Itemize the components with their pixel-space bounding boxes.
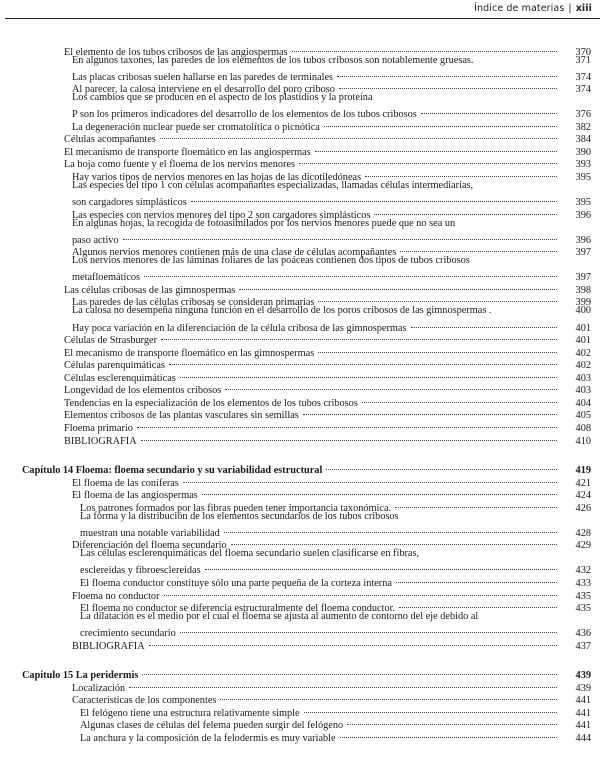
- dot-leader: [399, 599, 557, 612]
- toc-entry-title: Floema no conductor: [72, 590, 160, 602]
- toc-page-number: 439: [575, 682, 591, 694]
- toc-entry-title: Células acompañantes: [64, 134, 156, 146]
- toc-entry-title: Diferenciación del floema secundario: [72, 540, 227, 552]
- toc-entry-title: Algunos nervios menores contienen más de una clase de células acompañantes: [72, 247, 397, 259]
- header-separator: |: [568, 3, 572, 14]
- toc-entry[interactable]: [0, 318, 600, 334]
- toc-entry-title: Tendencias en la especialización de los elementos de los tubos cribosos: [64, 397, 358, 409]
- toc-page-number: 404: [575, 397, 591, 409]
- toc-entry-title: El mecanismo de transporte floemático en las angiospermas: [64, 146, 311, 158]
- toc-entry[interactable]: [0, 180, 600, 193]
- toc-entry[interactable]: [0, 523, 600, 539]
- toc-entry[interactable]: [0, 611, 600, 624]
- toc-entry-title: Capítulo 14 Floema: floema secundario y su variabilidad estructural: [22, 465, 323, 477]
- toc-page-number: 397: [575, 247, 591, 259]
- toc-entry[interactable]: [0, 305, 600, 318]
- header-page-number: xiii: [575, 3, 592, 14]
- toc-entry[interactable]: [0, 42, 600, 58]
- dot-leader: [395, 498, 557, 511]
- dot-leader: [142, 666, 557, 679]
- toc-entry-title: Los cambios que se producen en el aspecto de los plastidios y la proteína: [72, 92, 373, 104]
- dot-leader: [318, 343, 557, 356]
- toc-chapter-entry[interactable]: [0, 461, 600, 477]
- dot-leader: [183, 473, 557, 486]
- dot-leader: [141, 431, 557, 444]
- dot-leader: [299, 155, 557, 168]
- toc-page-number: 395: [575, 172, 591, 184]
- toc-page-number: 441: [575, 707, 591, 719]
- toc-entry-title: El floema conductor constituye sólo una parte pequeña de la corteza interna: [80, 577, 392, 589]
- toc-entry-title: Las células esclerenquimáticas del floema secundario suelen clasificarse en fibras,: [80, 548, 420, 560]
- toc-page-number: 398: [575, 284, 591, 296]
- toc-entry[interactable]: [0, 55, 600, 68]
- toc-page-number: 382: [575, 121, 591, 133]
- toc-page-number: 408: [575, 422, 591, 434]
- dot-leader: [202, 486, 557, 499]
- toc-page-number: 376: [575, 109, 591, 121]
- toc-entry[interactable]: [0, 105, 600, 121]
- toc-entry-title: Los patrones formados por las fibras pueden tener importancia taxonómica.: [80, 502, 392, 514]
- dot-leader: [340, 728, 557, 741]
- toc-page-number: 401: [575, 335, 591, 347]
- table-of-contents: [0, 42, 600, 744]
- toc-entry[interactable]: [0, 548, 600, 561]
- toc-entry[interactable]: [0, 624, 600, 640]
- dot-leader: [400, 243, 557, 256]
- dot-leader: [180, 624, 557, 637]
- toc-entry-title: muestran una notable variabilidad: [80, 527, 220, 539]
- toc-entry-title: La hoja como fuente y el floema de los nervios menores: [64, 159, 296, 171]
- toc-page-number: 371: [575, 54, 591, 66]
- dot-leader: [411, 318, 557, 331]
- toc-page-number: 399: [575, 297, 591, 309]
- dot-leader: [318, 293, 557, 306]
- toc-entry-title: Las paredes de las células cribosas se consideran primarias: [72, 297, 315, 309]
- dot-leader: [220, 691, 557, 704]
- toc-page-number: 421: [575, 477, 591, 489]
- toc-page-number: 419: [575, 465, 591, 477]
- toc-entry[interactable]: [0, 92, 600, 105]
- toc-entry-title: La calosa no desempeña ninguna función en el desarrollo de los poros cribosos de las gimnospermas .: [72, 305, 492, 317]
- toc-entry-title: esclereidas y fibroesclereidas: [80, 565, 201, 577]
- dot-leader: [225, 381, 557, 394]
- toc-entry-title: Floema primario: [64, 422, 133, 434]
- header-title: Índice de materias: [474, 3, 565, 14]
- toc-page-number: 444: [575, 732, 591, 744]
- dot-leader: [421, 105, 557, 118]
- toc-page-number: 405: [575, 410, 591, 422]
- toc-page-number: 390: [575, 146, 591, 158]
- toc-entry-title: Longevidad de los elementos cribosos: [64, 385, 222, 397]
- toc-entry-title: Hay poca variación en la diferenciación de la célula cribosa de las gimnospermas: [72, 322, 407, 334]
- dot-leader: [137, 418, 557, 431]
- toc-entry-title: Localización: [72, 682, 126, 694]
- toc-page-number: 433: [575, 577, 591, 589]
- running-header: [5, 0, 600, 19]
- dot-leader: [161, 331, 557, 344]
- toc-page-number: 402: [575, 360, 591, 372]
- dot-leader: [149, 636, 557, 649]
- toc-page-number: 436: [575, 628, 591, 640]
- dot-leader: [169, 356, 557, 369]
- toc-entry[interactable]: [0, 230, 600, 246]
- toc-entry-title: Células esclerenquimáticas: [64, 372, 176, 384]
- toc-entry-title: paso activo: [72, 234, 119, 246]
- toc-page-number: 410: [575, 435, 591, 447]
- toc-page-number: 426: [575, 502, 591, 514]
- dot-leader: [231, 536, 557, 549]
- toc-entry-title: Hay varios tipos de nervios menores en las hojas de las dicotiledóneas: [72, 172, 362, 184]
- toc-entry-title: Los nervios menores de las láminas foliares de las poáceas contienen dos tipos de tubos cribosos: [72, 255, 470, 267]
- toc-entry-title: Células de Strasburger: [64, 335, 158, 347]
- toc-entry-title: El elemento de los tubos cribosos de las angiospermas: [64, 46, 288, 58]
- dot-leader: [365, 167, 557, 180]
- dot-leader: [123, 230, 557, 243]
- dot-leader: [144, 268, 557, 281]
- dot-leader: [324, 117, 557, 130]
- toc-page-number: 396: [575, 209, 591, 221]
- toc-page-number: 435: [575, 590, 591, 602]
- toc-page-number: 428: [575, 527, 591, 539]
- dot-leader: [303, 406, 557, 419]
- dot-leader: [374, 205, 557, 218]
- toc-entry-title: BIBLIOGRAFÍA: [72, 640, 145, 652]
- dot-leader: [160, 130, 557, 143]
- toc-entry-title: Elementos cribosos de las plantas vasculares sin semillas: [64, 410, 299, 422]
- toc-page-number: 401: [575, 322, 591, 334]
- toc-page-number: 424: [575, 490, 591, 502]
- dot-leader: [239, 280, 557, 293]
- toc-page-number: 437: [575, 640, 591, 652]
- toc-entry-title: Las especies con nervios menores del tipo 2 son cargadores simplásticos: [72, 209, 371, 221]
- toc-entry-title: Al parecer, la calosa interviene en el desarrollo del poro criboso: [72, 84, 335, 96]
- dot-leader: [180, 368, 557, 381]
- toc-entry[interactable]: [0, 218, 600, 231]
- toc-entry-title: El mecanismo de transporte floemático en las gimnospermas: [64, 347, 315, 359]
- toc-entry[interactable]: [0, 193, 600, 209]
- toc-entry-title: El floema no conductor se diferencia estructuralmente del floema conductor.: [80, 603, 396, 615]
- dot-leader: [339, 80, 557, 93]
- toc-page-number: 441: [575, 695, 591, 707]
- dot-leader: [347, 716, 557, 729]
- toc-page-number: 396: [575, 234, 591, 246]
- toc-page-number: 403: [575, 372, 591, 384]
- toc-entry-title: La dilatación es el medio por el cual el floema se ajusta al aumento de contorno del eje debido al: [80, 611, 479, 623]
- toc-page-number: 439: [575, 670, 591, 682]
- dot-leader: [337, 67, 557, 80]
- toc-entry-title: Algunas clases de células del felema pueden surgir del felógeno: [80, 720, 344, 732]
- dot-leader: [292, 42, 557, 55]
- toc-page-number: 397: [575, 272, 591, 284]
- header-text: [474, 3, 592, 14]
- toc-entry-title: El floema de las coníferas: [72, 477, 179, 489]
- toc-entry-title: En algunas hojas, la recogida de fotoasimilados por los nervios menores puede que no sea un: [72, 217, 456, 229]
- toc-page-number: 441: [575, 720, 591, 732]
- toc-entry-title: El floema de las angiospermas: [72, 490, 198, 502]
- toc-chapter-entry[interactable]: [0, 666, 600, 682]
- toc-entry[interactable]: [0, 67, 600, 83]
- toc-entry-title: El felógeno tiene una estructura relativamente simple: [80, 707, 300, 719]
- dot-leader: [191, 193, 557, 206]
- toc-page-number: 429: [575, 540, 591, 552]
- toc-entry-title: La forma y la distribución de los elementos secundarios de los tubos cribosos: [80, 510, 399, 522]
- toc-entry-title: Las células cribosas de las gimnospermas: [64, 284, 236, 296]
- toc-page-number: 384: [575, 134, 591, 146]
- dot-leader: [224, 523, 557, 536]
- toc-entry[interactable]: [0, 268, 600, 284]
- toc-entry-title: BIBLIOGRAFÍA: [64, 435, 137, 447]
- toc-page-number: 395: [575, 197, 591, 209]
- toc-entry-title: Las especies del tipo 1 con células acompañantes especializadas, llamadas células intermediarias,: [72, 180, 474, 192]
- dot-leader: [205, 561, 557, 574]
- toc-entry-title: Las placas cribosas suelen hallarse en las paredes de terminales: [72, 71, 334, 83]
- toc-page-number: 403: [575, 385, 591, 397]
- toc-entry-title: Capítulo 15 La peridermis: [22, 670, 139, 682]
- toc-page-number: 402: [575, 347, 591, 359]
- dot-leader: [304, 703, 557, 716]
- toc-entry-title: Células parenquimáticas: [64, 360, 165, 372]
- toc-page-number: 374: [575, 84, 591, 96]
- toc-page-number: 435: [575, 603, 591, 615]
- dot-leader: [129, 678, 557, 691]
- dot-leader: [396, 573, 557, 586]
- dot-leader: [164, 586, 557, 599]
- dot-leader: [362, 393, 557, 406]
- toc-entry-title: Características de los componentes: [72, 695, 217, 707]
- toc-entry[interactable]: [0, 255, 600, 268]
- toc-entry[interactable]: [0, 561, 600, 577]
- toc-entry-title: En algunos taxones, las paredes de los elementos de los tubos cribosos son notablemente gruesas.: [72, 54, 474, 66]
- toc-entry[interactable]: [0, 511, 600, 524]
- toc-page-number: 432: [575, 565, 591, 577]
- toc-entry-title: P son los primeros indicadores del desarrollo de los elementos de los tubos cribosos: [72, 109, 417, 121]
- dot-leader: [326, 461, 557, 474]
- toc-page-number: 400: [575, 305, 591, 317]
- dot-leader: [315, 142, 557, 155]
- toc-page-number: 393: [575, 159, 591, 171]
- toc-entry-title: crecimiento secundario: [80, 628, 176, 640]
- toc-entry-title: son cargadores simplásticos: [72, 197, 187, 209]
- toc-entry-title: La anchura y la composición de la felodermis es muy variable: [80, 732, 336, 744]
- toc-entry-title: La degeneración nuclear puede ser cromatolítica o picnótica: [72, 121, 320, 133]
- toc-page-number: 370: [575, 46, 591, 58]
- toc-page-number: 374: [575, 71, 591, 83]
- toc-entry-title: metafloemáticos: [72, 272, 141, 284]
